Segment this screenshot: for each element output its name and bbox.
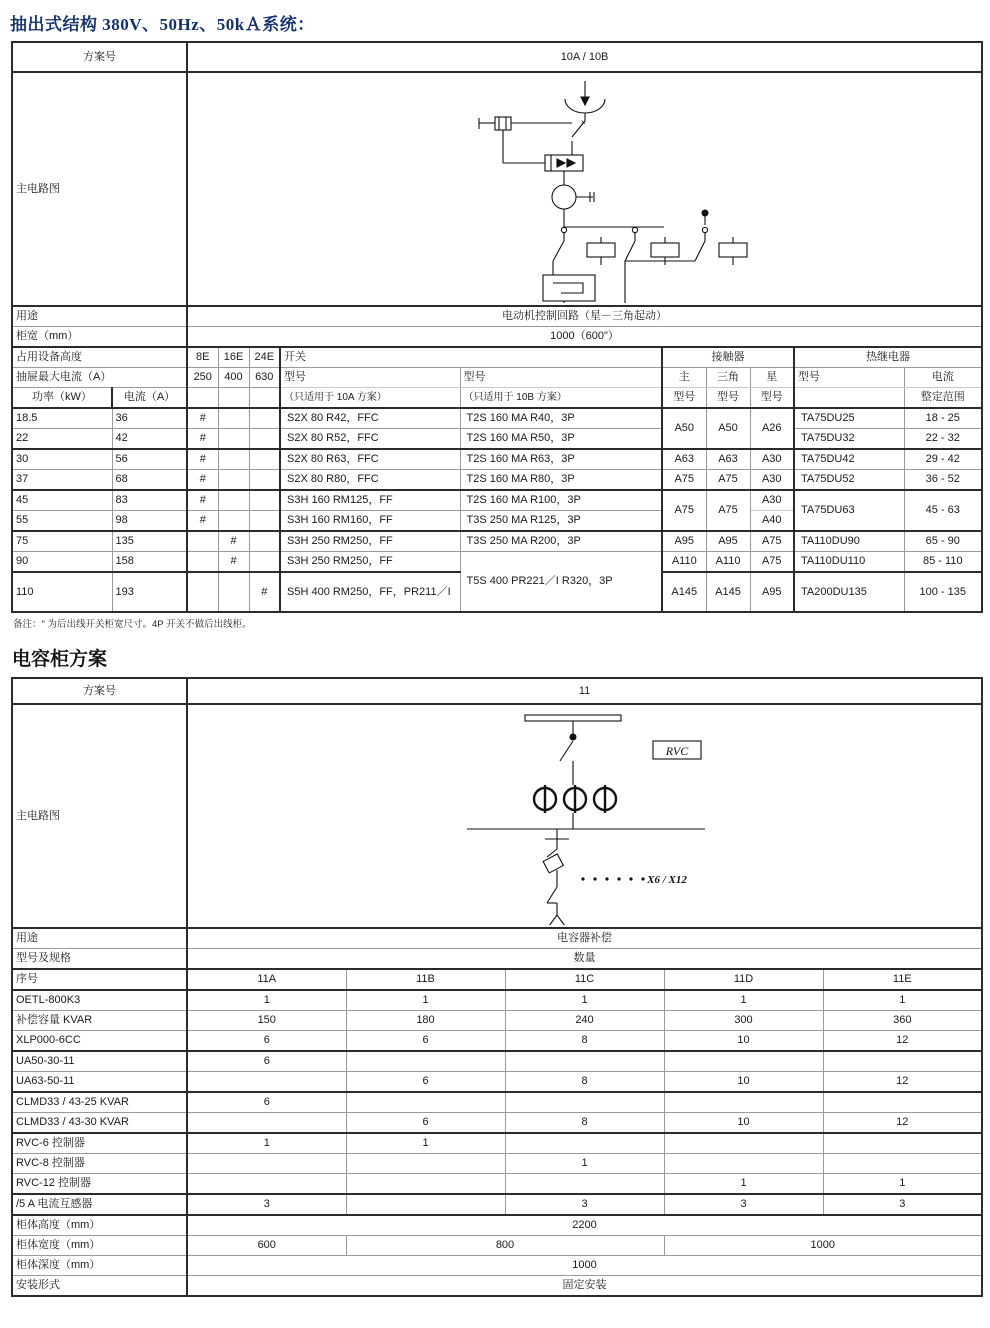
cell-qty: 1 bbox=[823, 990, 982, 1011]
height-16e: 16E bbox=[218, 347, 249, 368]
cell-contactor-star: A75 bbox=[750, 531, 794, 552]
cell-current: 98 bbox=[112, 511, 187, 532]
main-circuit-label: 主电路图 bbox=[12, 72, 187, 306]
cell-qty bbox=[505, 1051, 664, 1072]
power-current-header-row bbox=[12, 388, 982, 409]
cell-contactor-delta: A50 bbox=[706, 408, 750, 449]
cell-h24 bbox=[249, 470, 280, 491]
cell-switch-b: T2S 160 MA R63，3P bbox=[460, 449, 662, 470]
cell-qty bbox=[823, 1154, 982, 1174]
cell-qty bbox=[346, 1154, 505, 1174]
cabinet-width-600: 600 bbox=[187, 1236, 346, 1256]
drawer-current-label: 抽屉最大电流（A） bbox=[12, 368, 187, 388]
cell-qty: 6 bbox=[187, 1092, 346, 1113]
cell-contactor-star: A75 bbox=[750, 552, 794, 573]
cell-qty: 1 bbox=[346, 1133, 505, 1154]
table-row bbox=[12, 552, 982, 573]
cell-power: 37 bbox=[12, 470, 112, 491]
cell-qty: 3 bbox=[505, 1194, 664, 1215]
cell-switch-b: T2S 160 MA R50，3P bbox=[460, 429, 662, 450]
cell-h24: # bbox=[249, 572, 280, 612]
thermal-relay-group-label: 热继电器 bbox=[794, 347, 982, 368]
cell-contactor-star: A30 bbox=[750, 449, 794, 470]
cell-power: 55 bbox=[12, 511, 112, 532]
model-spec-row bbox=[12, 949, 982, 970]
height-24e: 24E bbox=[249, 347, 280, 368]
cell-switch-b: T3S 250 MA R125，3P bbox=[460, 511, 662, 532]
cell-relay: TA200DU135 bbox=[794, 572, 904, 612]
usage-row bbox=[12, 928, 982, 949]
contactor-main-label-2: 型号 bbox=[662, 388, 706, 409]
cell-qty: 3 bbox=[823, 1194, 982, 1215]
cell-power: 45 bbox=[12, 490, 112, 511]
height-8e: 8E bbox=[187, 347, 218, 368]
cell-qty bbox=[187, 1174, 346, 1195]
cell-power: 75 bbox=[12, 531, 112, 552]
table-row bbox=[12, 1174, 982, 1195]
table-row bbox=[12, 1194, 982, 1215]
install-type-label: 安装形式 bbox=[12, 1276, 187, 1297]
cell-power: 90 bbox=[12, 552, 112, 573]
cell-qty bbox=[187, 1154, 346, 1174]
cell-h8: # bbox=[187, 511, 218, 532]
cell-current: 56 bbox=[112, 449, 187, 470]
cell-relay: TA75DU63 bbox=[794, 490, 904, 531]
install-type-row bbox=[12, 1276, 982, 1297]
serial-no-label: 序号 bbox=[12, 969, 187, 990]
table-row bbox=[12, 429, 982, 450]
cell-contactor-delta: A95 bbox=[706, 531, 750, 552]
cell-qty: 10 bbox=[664, 1031, 823, 1052]
contactor-star-label-1: 星 bbox=[750, 368, 794, 388]
svg-text:×: × bbox=[580, 118, 586, 127]
cell-qty: 10 bbox=[664, 1072, 823, 1093]
table-row bbox=[12, 1011, 982, 1031]
cell-switch-a: S3H 250 RM250，FF bbox=[280, 552, 460, 573]
cell-qty bbox=[664, 1092, 823, 1113]
cell-contactor-delta: A75 bbox=[706, 490, 750, 531]
cabinet-width-value: 1000（600"） bbox=[187, 327, 982, 348]
cabinet-width-row bbox=[12, 327, 982, 348]
cell-qty: 1 bbox=[187, 990, 346, 1011]
cell-power: 18.5 bbox=[12, 408, 112, 429]
cabinet-height-label: 柜体高度（mm） bbox=[12, 1215, 187, 1236]
cell-switch-a: S3H 160 RM160，FF bbox=[280, 511, 460, 532]
main-circuit-row bbox=[12, 704, 982, 928]
cell-qty: 3 bbox=[187, 1194, 346, 1215]
cell-qty bbox=[664, 1051, 823, 1072]
cell-qty bbox=[664, 1133, 823, 1154]
cell-qty: 8 bbox=[505, 1113, 664, 1134]
table-row bbox=[12, 531, 982, 552]
cell-contactor-star: A30 bbox=[750, 490, 794, 511]
cell-qty: 12 bbox=[823, 1072, 982, 1093]
table-row bbox=[12, 470, 982, 491]
scheme-no-label: 方案号 bbox=[12, 42, 187, 72]
cell-qty: 1 bbox=[505, 990, 664, 1011]
cell-h16: # bbox=[218, 552, 249, 573]
drawer-current-250: 250 bbox=[187, 368, 218, 388]
rvc-label: RVC bbox=[665, 744, 688, 758]
cell-h8: # bbox=[187, 429, 218, 450]
cell-qty: 12 bbox=[823, 1031, 982, 1052]
power-kw-label: 功率（kW） bbox=[12, 388, 112, 409]
cell-switch-b: T2S 160 MA R80，3P bbox=[460, 470, 662, 491]
cabinet-height-row bbox=[12, 1215, 982, 1236]
cell-current: 135 bbox=[112, 531, 187, 552]
install-type-value: 固定安装 bbox=[187, 1276, 982, 1297]
contactor-delta-label-1: 三角 bbox=[706, 368, 750, 388]
table-row bbox=[12, 990, 982, 1011]
cell-switch-b: T2S 160 MA R40，3P bbox=[460, 408, 662, 429]
cell-h24 bbox=[249, 408, 280, 429]
cell-qty bbox=[505, 1133, 664, 1154]
motor-circuit-schematic bbox=[375, 75, 795, 303]
cell-switch-a: S2X 80 R80，FFC bbox=[280, 470, 460, 491]
cell-current: 36 bbox=[112, 408, 187, 429]
cell-switch-a: S3H 160 RM125，FF bbox=[280, 490, 460, 511]
cell-qty: 1 bbox=[505, 1154, 664, 1174]
cabinet-width-1000: 1000 bbox=[664, 1236, 982, 1256]
col-11a: 11A bbox=[187, 969, 346, 990]
cell-item-name: CLMD33 / 43-25 KVAR bbox=[12, 1092, 187, 1113]
col-11d: 11D bbox=[664, 969, 823, 990]
cell-relay: TA75DU32 bbox=[794, 429, 904, 450]
cabinet-width-800: 800 bbox=[346, 1236, 664, 1256]
cell-item-name: UA50-30-11 bbox=[12, 1051, 187, 1072]
cell-qty bbox=[346, 1174, 505, 1195]
cell-qty: 6 bbox=[346, 1031, 505, 1052]
cabinet-depth-label: 柜体深度（mm） bbox=[12, 1256, 187, 1276]
capacitor-circuit-schematic bbox=[405, 707, 765, 925]
cell-qty: 6 bbox=[346, 1113, 505, 1134]
cell-contactor-main: A75 bbox=[662, 490, 706, 531]
multiplier-label: X6 / X12 bbox=[646, 874, 687, 886]
table-row bbox=[12, 408, 982, 429]
cell-contactor-main: A145 bbox=[662, 572, 706, 612]
page-title: 抽出式结构 380V、50Hz、50kＡ系统： bbox=[10, 15, 315, 34]
cell-qty: 1 bbox=[664, 990, 823, 1011]
cell-item-name: XLP000-6CC bbox=[12, 1031, 187, 1052]
cell-qty: 360 bbox=[823, 1011, 982, 1031]
cell-switch-a: S2X 80 R42，FFC bbox=[280, 408, 460, 429]
usage-row bbox=[12, 306, 982, 327]
cell-contactor-star: A40 bbox=[750, 511, 794, 532]
cell-qty: 240 bbox=[505, 1011, 664, 1031]
cell-qty bbox=[187, 1072, 346, 1093]
cell-qty bbox=[187, 1113, 346, 1134]
cabinet-width-label: 柜宽（mm） bbox=[12, 327, 187, 348]
cell-h16 bbox=[218, 470, 249, 491]
cell-item-name: OETL-800K3 bbox=[12, 990, 187, 1011]
cabinet-depth-row bbox=[12, 1256, 982, 1276]
usage-label: 用途 bbox=[12, 306, 187, 327]
cell-relay: TA75DU25 bbox=[794, 408, 904, 429]
cell-range: 22 - 32 bbox=[904, 429, 982, 450]
main-circuit-row bbox=[12, 72, 982, 306]
section-title-capacitor: 电容柜方案 bbox=[12, 649, 108, 670]
main-circuit-label: 主电路图 bbox=[12, 704, 187, 928]
model-spec-label: 型号及规格 bbox=[12, 949, 187, 970]
cell-h8: # bbox=[187, 449, 218, 470]
cell-h8: # bbox=[187, 470, 218, 491]
cell-contactor-star: A95 bbox=[750, 572, 794, 612]
cell-h8 bbox=[187, 552, 218, 573]
contactor-star-label-2: 型号 bbox=[750, 388, 794, 409]
cell-power: 30 bbox=[12, 449, 112, 470]
cell-qty bbox=[346, 1092, 505, 1113]
motor-scheme-table bbox=[11, 41, 983, 613]
drawer-current-400: 400 bbox=[218, 368, 249, 388]
switch-model-b-note: （只适用于 10B 方案） bbox=[460, 388, 662, 409]
table-row bbox=[12, 1031, 982, 1052]
cell-range: 85 - 110 bbox=[904, 552, 982, 573]
cell-switch-b: T3S 250 MA R200，3P bbox=[460, 531, 662, 552]
cell-h8 bbox=[187, 531, 218, 552]
cell-current: 158 bbox=[112, 552, 187, 573]
cell-qty: 12 bbox=[823, 1113, 982, 1134]
scheme-no-value: 11 bbox=[187, 678, 982, 704]
table-row bbox=[12, 1154, 982, 1174]
cell-qty: 180 bbox=[346, 1011, 505, 1031]
cell-h16 bbox=[218, 490, 249, 511]
cell-qty bbox=[505, 1174, 664, 1195]
cell-range: 65 - 90 bbox=[904, 531, 982, 552]
table-row bbox=[12, 1072, 982, 1093]
capacitor-circuit-diagram bbox=[187, 704, 982, 928]
cell-current: 68 bbox=[112, 470, 187, 491]
cell-switch-a: S2X 80 R63，FFC bbox=[280, 449, 460, 470]
device-height-label: 占用设备高度 bbox=[12, 347, 187, 368]
cell-item-name: UA63-50-11 bbox=[12, 1072, 187, 1093]
capacitor-scheme-table bbox=[11, 677, 983, 1297]
cell-contactor-delta: A110 bbox=[706, 552, 750, 573]
cell-qty: 6 bbox=[346, 1072, 505, 1093]
cell-qty: 8 bbox=[505, 1031, 664, 1052]
cell-h8: # bbox=[187, 408, 218, 429]
current-a-label: 电流（A） bbox=[112, 388, 187, 409]
cell-contactor-main: A95 bbox=[662, 531, 706, 552]
cell-h16 bbox=[218, 511, 249, 532]
cell-h16 bbox=[218, 449, 249, 470]
cell-current: 42 bbox=[112, 429, 187, 450]
quantity-label: 数量 bbox=[187, 949, 982, 970]
cell-range: 45 - 63 bbox=[904, 490, 982, 531]
cabinet-depth-value: 1000 bbox=[187, 1256, 982, 1276]
cell-power: 110 bbox=[12, 572, 112, 612]
scheme-row bbox=[12, 42, 982, 72]
cell-item-name: RVC-6 控制器 bbox=[12, 1133, 187, 1154]
usage-value: 电容器补偿 bbox=[187, 928, 982, 949]
cell-qty: 1 bbox=[664, 1174, 823, 1195]
drawer-current-row bbox=[12, 368, 982, 388]
cell-qty: 1 bbox=[346, 990, 505, 1011]
cell-qty bbox=[823, 1133, 982, 1154]
scheme-no-label: 方案号 bbox=[12, 678, 187, 704]
table-row bbox=[12, 1133, 982, 1154]
cell-qty bbox=[505, 1092, 664, 1113]
main-circuit-diagram bbox=[187, 72, 982, 306]
cell-contactor-main: A75 bbox=[662, 470, 706, 491]
cell-contactor-delta: A63 bbox=[706, 449, 750, 470]
cell-h16 bbox=[218, 429, 249, 450]
switch-model-b-label: 型号 bbox=[460, 368, 662, 388]
col-11c: 11C bbox=[505, 969, 664, 990]
cell-qty: 8 bbox=[505, 1072, 664, 1093]
switch-group-label: 开关 bbox=[280, 347, 662, 368]
cell-contactor-delta: A145 bbox=[706, 572, 750, 612]
cell-qty bbox=[823, 1092, 982, 1113]
cell-item-name: RVC-12 控制器 bbox=[12, 1174, 187, 1195]
cell-h24 bbox=[249, 449, 280, 470]
cell-h24 bbox=[249, 511, 280, 532]
cell-h16 bbox=[218, 408, 249, 429]
cell-range: 36 - 52 bbox=[904, 470, 982, 491]
cell-h24 bbox=[249, 531, 280, 552]
cabinet-width-row bbox=[12, 1236, 982, 1256]
cell-qty bbox=[346, 1194, 505, 1215]
cell-item-name: 补偿容量 KVAR bbox=[12, 1011, 187, 1031]
scheme-row bbox=[12, 678, 982, 704]
cell-current: 193 bbox=[112, 572, 187, 612]
cell-switch-b: T2S 160 MA R100，3P bbox=[460, 490, 662, 511]
cell-switch-a: S3H 250 RM250，FF bbox=[280, 531, 460, 552]
cell-contactor-delta: A75 bbox=[706, 470, 750, 491]
cell-h8: # bbox=[187, 490, 218, 511]
cabinet-height-value: 2200 bbox=[187, 1215, 982, 1236]
contactor-group-label: 接触器 bbox=[662, 347, 794, 368]
cell-contactor-main: A50 bbox=[662, 408, 706, 449]
cell-current: 83 bbox=[112, 490, 187, 511]
cell-qty: 1 bbox=[823, 1174, 982, 1195]
contactor-main-label-1: 主 bbox=[662, 368, 706, 388]
usage-label: 用途 bbox=[12, 928, 187, 949]
cell-relay: TA75DU42 bbox=[794, 449, 904, 470]
cell-qty: 10 bbox=[664, 1113, 823, 1134]
relay-current-label-1: 电流 bbox=[904, 368, 982, 388]
cell-contactor-star: A26 bbox=[750, 408, 794, 449]
cell-relay: TA75DU52 bbox=[794, 470, 904, 491]
cell-qty: 300 bbox=[664, 1011, 823, 1031]
cell-switch-a: S5H 400 RM250，FF，PR211／I bbox=[280, 572, 460, 612]
cell-qty: 3 bbox=[664, 1194, 823, 1215]
cell-h24 bbox=[249, 552, 280, 573]
cell-h24 bbox=[249, 429, 280, 450]
cell-relay: TA110DU110 bbox=[794, 552, 904, 573]
column-header-row bbox=[12, 969, 982, 990]
cell-qty: 150 bbox=[187, 1011, 346, 1031]
table-row bbox=[12, 1092, 982, 1113]
table-row bbox=[12, 449, 982, 470]
contactor-delta-label-2: 型号 bbox=[706, 388, 750, 409]
cell-qty: 6 bbox=[187, 1031, 346, 1052]
col-11e: 11E bbox=[823, 969, 982, 990]
cell-contactor-star: A30 bbox=[750, 470, 794, 491]
cell-h16: # bbox=[218, 531, 249, 552]
cell-range: 18 - 25 bbox=[904, 408, 982, 429]
table-row bbox=[12, 490, 982, 511]
cell-qty bbox=[346, 1051, 505, 1072]
cell-h8 bbox=[187, 572, 218, 612]
scheme-no-value: 10A / 10B bbox=[187, 42, 982, 72]
device-height-header-row bbox=[12, 347, 982, 368]
cabinet-width-label: 柜体宽度（mm） bbox=[12, 1236, 187, 1256]
switch-model-a-label: 型号 bbox=[280, 368, 460, 388]
col-11b: 11B bbox=[346, 969, 505, 990]
cell-qty: 1 bbox=[187, 1133, 346, 1154]
table-row bbox=[12, 1113, 982, 1134]
cell-item-name: /5 A 电流互感器 bbox=[12, 1194, 187, 1215]
cell-qty: 6 bbox=[187, 1051, 346, 1072]
footnote: 备注：" 为后出线开关柜宽尺寸。4P 开关不做后出线柜。 bbox=[13, 619, 252, 630]
cell-item-name: CLMD33 / 43-30 KVAR bbox=[12, 1113, 187, 1134]
table-row bbox=[12, 1051, 982, 1072]
cell-power: 22 bbox=[12, 429, 112, 450]
cell-switch-b: T5S 400 PR221／I R320，3P bbox=[460, 552, 662, 613]
switch-model-a-note: （只适用于 10A 方案） bbox=[280, 388, 460, 409]
cell-qty bbox=[823, 1051, 982, 1072]
cell-h24 bbox=[249, 490, 280, 511]
cell-range: 29 - 42 bbox=[904, 449, 982, 470]
cell-switch-a: S2X 80 R52，FFC bbox=[280, 429, 460, 450]
relay-current-label-2: 整定范围 bbox=[904, 388, 982, 409]
cell-relay: TA110DU90 bbox=[794, 531, 904, 552]
cell-qty bbox=[664, 1154, 823, 1174]
document-page bbox=[0, 10, 990, 1328]
cell-h16 bbox=[218, 572, 249, 612]
usage-value: 电动机控制回路（星－三角起动） bbox=[187, 306, 982, 327]
relay-model-label: 型号 bbox=[794, 368, 904, 388]
cell-contactor-main: A63 bbox=[662, 449, 706, 470]
cell-range: 100 - 135 bbox=[904, 572, 982, 612]
cell-contactor-main: A110 bbox=[662, 552, 706, 573]
drawer-current-630: 630 bbox=[249, 368, 280, 388]
cell-item-name: RVC-8 控制器 bbox=[12, 1154, 187, 1174]
